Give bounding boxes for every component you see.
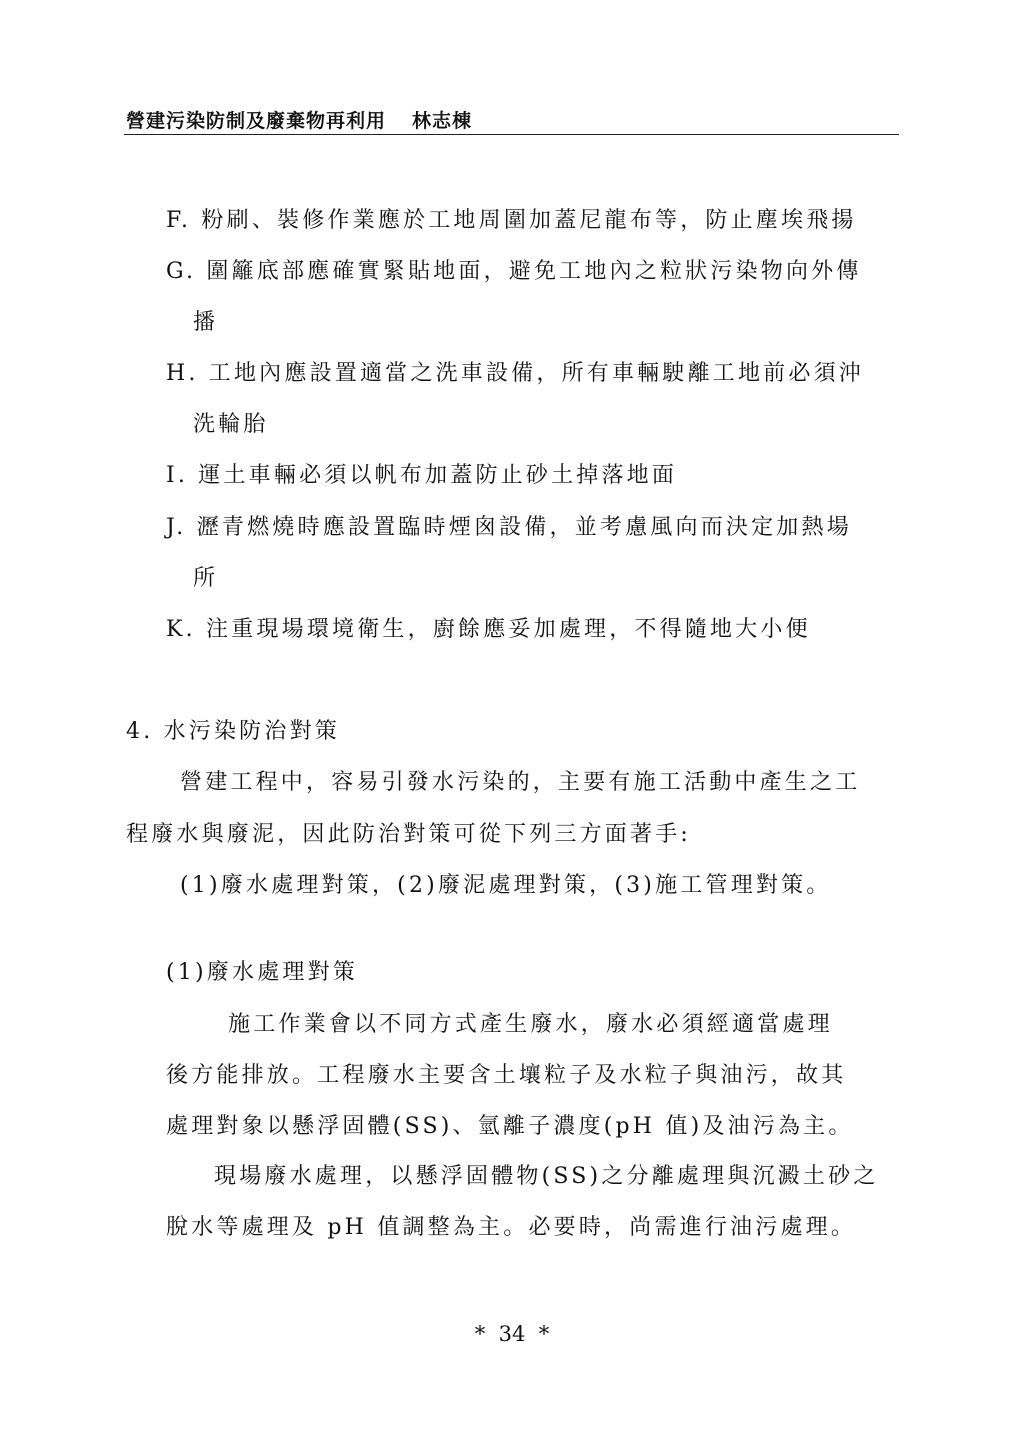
item-i: I. 運土車輛必須以帆布加蓋防止砂土掉落地面 xyxy=(166,463,678,488)
item-g-line2: 播 xyxy=(193,310,219,335)
item-j-line1: J. 瀝青燃燒時應設置臨時煙囪設備，並考慮風向而決定加熱場 xyxy=(166,515,852,540)
item-h-line1: H. 工地內應設置適當之洗車設備，所有車輛駛離工地前必須沖 xyxy=(166,361,864,386)
section-4-heading: 4. 水污染防治對策 xyxy=(126,719,340,744)
subsection-1-para1-line1: 施工作業會以不同方式產生廢水，廢水必須經適當處理 xyxy=(228,1012,833,1037)
subsection-1-para1-line2: 後方能排放。工程廢水主要含土壤粒子及水粒子與油污，故其 xyxy=(166,1063,847,1088)
section-4-para-line1: 營建工程中，容易引發水污染的，主要有施工活動中產生之工 xyxy=(180,770,861,795)
running-header xyxy=(126,106,472,133)
subsection-1-heading: (1)廢水處理對策 xyxy=(166,960,358,985)
header-author: 林志棟 xyxy=(412,110,473,132)
item-k: K. 注重現場環境衛生，廚餘應妥加處理，不得隨地大小便 xyxy=(166,617,811,642)
page-footer xyxy=(0,1322,1024,1346)
item-f: F. 粉刷、裝修作業應於工地周圍加蓋尼龍布等，防止塵埃飛揚 xyxy=(166,208,857,233)
item-h-line2: 洗輪胎 xyxy=(193,412,269,437)
subsection-1-para2-line2: 脫水等處理及 pH 值調整為主。必要時，尚需進行油污處理。 xyxy=(166,1215,857,1240)
subsection-1-para1-line3: 處理對象以懸浮固體(SS)、氫離子濃度(pH 值)及油污為主。 xyxy=(166,1114,854,1139)
page-number: * 34 * xyxy=(474,1322,550,1346)
section-4-para-line3: (1)廢水處理對策，(2)廢泥處理對策，(3)施工管理對策。 xyxy=(180,873,832,898)
header-rule xyxy=(124,134,899,135)
item-g-line1: G. 圍籬底部應確實緊貼地面，避免工地內之粒狀污染物向外傳 xyxy=(166,259,862,284)
header-title: 營建污染防制及廢棄物再利用 xyxy=(126,110,387,132)
subsection-1-para2-line1: 現場廢水處理，以懸浮固體物(SS)之分離處理與沉澱土砂之 xyxy=(214,1164,879,1189)
item-j-line2: 所 xyxy=(193,566,219,591)
section-4-para-line2: 程廢水與廢泥，因此防治對策可從下列三方面著手: xyxy=(126,822,692,847)
